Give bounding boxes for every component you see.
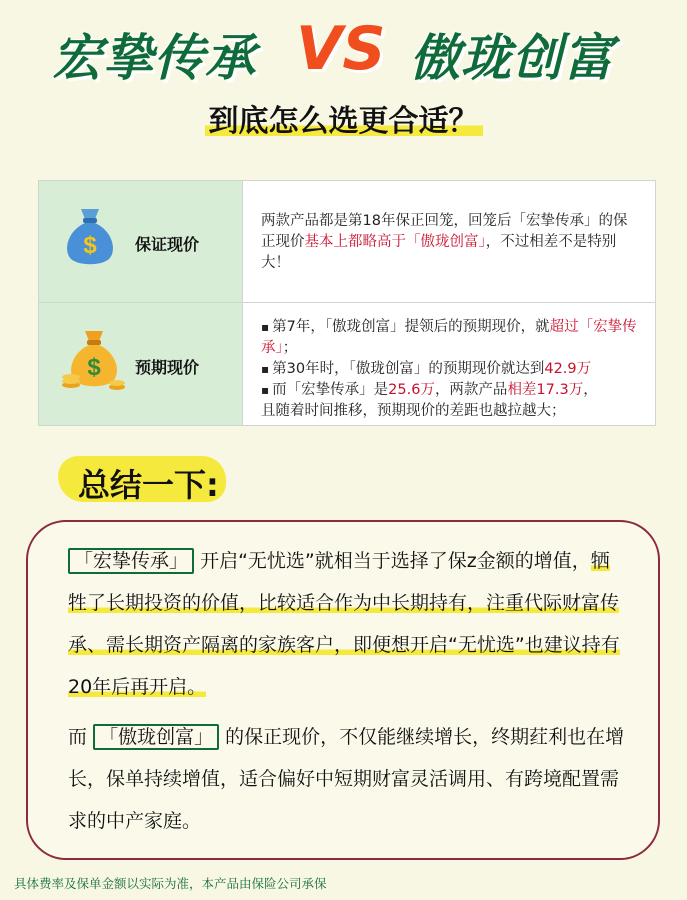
desc-highlight: 相差17.3万 — [507, 382, 584, 398]
summary-paragraph-1 — [68, 540, 626, 708]
desc-highlight: 42.9万 — [544, 361, 592, 377]
disclaimer: 具体费率及保单金额以实际为准，本产品由保险公司承保 — [14, 876, 327, 891]
desc-highlight: 25.6万 — [388, 382, 435, 398]
label-cell — [39, 303, 243, 425]
vs-text: VS — [296, 14, 386, 84]
summary-paragraph-2 — [68, 716, 626, 842]
desc-text: ，两款产品 — [434, 382, 508, 398]
paragraph-text: 开启“无忧选”就相当于选择了保z金额的增值， — [200, 550, 591, 572]
product-a-tag: 「宏挚传承」 — [68, 548, 194, 574]
subtitle-text: 到底怎么选更合适？ — [205, 104, 483, 139]
paragraph-text: 的保正现价，不仅能继续增长，终期荭利也在增长，保单持续增值，适合偏好中短期财富灵活调用、有跨境配置需求的中产家庭。 — [68, 726, 625, 832]
svg-text:$: $ — [87, 354, 101, 381]
row-label: 预期现价 — [135, 358, 200, 377]
summary-box — [26, 520, 660, 860]
subtitle — [0, 96, 687, 140]
paragraph-highlight: 牺牲了长期投资的价值，比较适合作为中长期持有，注重代际财富传承、需长期资产隔离的家族客户，即便想开启“无忧选”也建议持有20年后再开启。 — [68, 550, 620, 698]
money-bag-icon — [61, 203, 119, 271]
summary-title: 总结一下: — [78, 466, 219, 504]
desc-text: 第7年，「傲珑创富」提领后的预期现价，就 — [272, 319, 550, 335]
desc-text: 第30年时，「傲珑创富」的预期现价就达到 — [272, 361, 545, 377]
paragraph-text: 而 — [68, 726, 88, 748]
table-row-expected-value — [39, 303, 655, 425]
desc-text: 而「宏挚传承」是 — [272, 382, 389, 398]
desc-text: 两款产品都是第18年保正回笼，回笼后「宏挚传承」的保正现价 — [261, 213, 628, 250]
comparison-table — [38, 180, 656, 426]
desc-continuation: 且随着时间推移，预期现价的差距也越拉越大； — [261, 403, 566, 419]
table-row-guaranteed-value — [39, 181, 655, 303]
row-description — [261, 211, 637, 274]
money-bag-coins-icon — [61, 325, 127, 397]
desc-highlight: 超过「宏挚传承」 — [261, 319, 637, 356]
desc-highlight: 基本上都略高于「傲珑创富」 — [304, 234, 486, 250]
product-a-title: 宏挚传承 — [52, 29, 256, 87]
bullet-item — [261, 359, 637, 380]
bullet-item — [261, 380, 637, 401]
product-b-tag: 「傲珑创富」 — [93, 724, 219, 750]
bullet-item — [261, 317, 637, 359]
title-row — [0, 14, 687, 90]
row-label: 保证现价 — [135, 235, 200, 254]
desc-text: ； — [282, 340, 298, 356]
svg-text:$: $ — [83, 232, 97, 259]
product-b-title: 傲珑创富 — [410, 29, 614, 87]
desc-text: ， — [583, 382, 598, 398]
label-cell — [39, 181, 243, 302]
desc-text: ，不过相差不是特别大！ — [261, 234, 617, 271]
row-description — [261, 317, 637, 422]
